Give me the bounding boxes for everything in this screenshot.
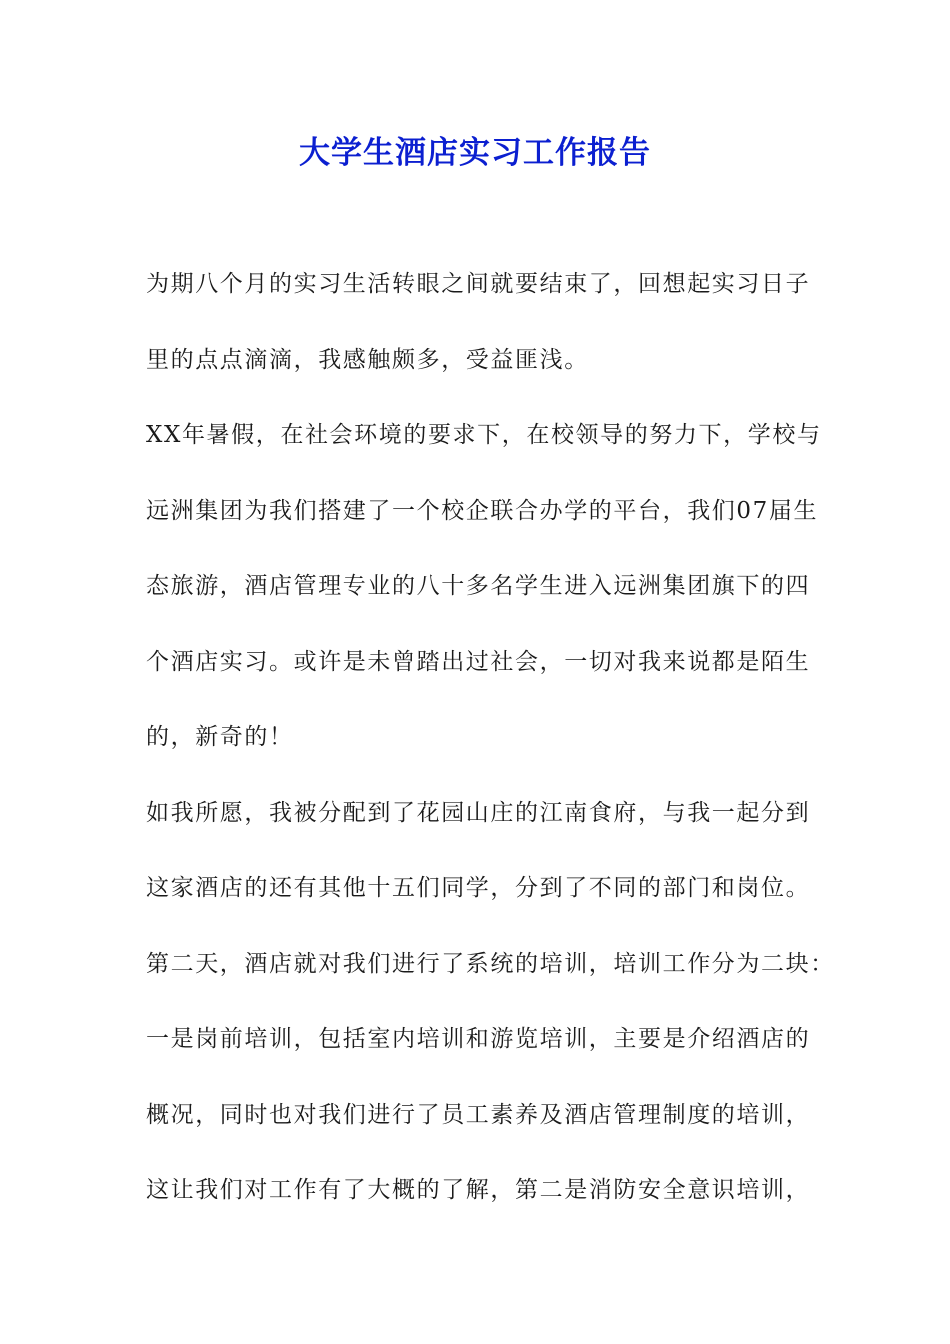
document-body — [146, 262, 846, 1244]
text-line: 个酒店实习。或许是未曾踏出过社会，一切对我来说都是陌生 — [146, 648, 811, 675]
text-line: 概况，同时也对我们进行了员工素养及酒店管理制度的培训， — [146, 1101, 811, 1128]
text-line: 一是岗前培训，包括室内培训和游览培训，主要是介绍酒店的 — [146, 1026, 811, 1052]
text-line: 里的点点滴滴，我感触颇多，受益匪浅。 — [146, 346, 589, 373]
text-line: 远洲集团为我们搭建了一个校企联合办学的平台，我们07届生 — [146, 497, 819, 524]
text-line: 为期八个月的实习生活转眼之间就要结束了，回想起实习日子 — [146, 271, 811, 297]
text-line: 第二天，酒店就对我们进行了系统的培训，培训工作分为二块： — [146, 950, 835, 977]
text-line: 的，新奇的！ — [146, 724, 294, 750]
document-title: 大学生酒店实习工作报告 — [299, 135, 651, 171]
text-line: XX年暑假，在社会环境的要求下，在校领导的努力下，学校与 — [146, 422, 822, 448]
text-line: 这家酒店的还有其他十五们同学，分到了不同的部门和岗位。 — [146, 875, 811, 901]
text-line: 如我所愿，我被分配到了花园山庄的江南食府，与我一起分到 — [146, 799, 811, 826]
text-line: 这让我们对工作有了大概的了解，第二是消防安全意识培训， — [146, 1177, 811, 1203]
text-line: 态旅游，酒店管理专业的八十多名学生进入远洲集团旗下的四 — [146, 573, 811, 599]
